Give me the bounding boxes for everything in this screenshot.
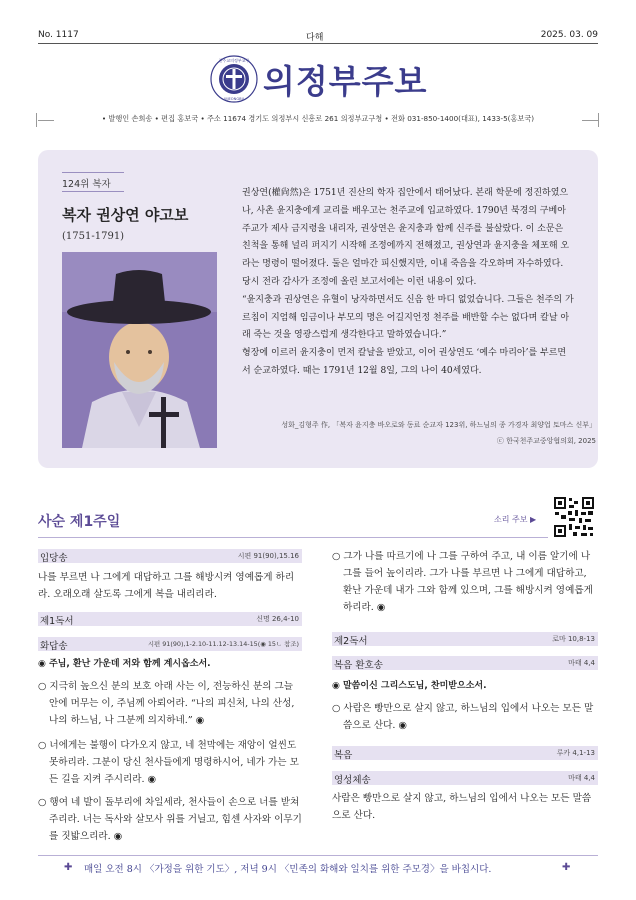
liturgy-title-rule (38, 537, 548, 538)
issue-date: 2025. 03. 09 (540, 30, 598, 40)
entrance-antiphon-bar (38, 549, 302, 563)
biography-paragraph-2: “윤지충과 권상연은 유혈이 낭자하면서도 신음 한 마디 없었습니다. 그들은 천주의 가르침이 지엄해 임금이나 부모의 명은 어길지언정 천주를 배반할 수는 없다며 칼날 아래 죽는 것을 영광스럽게 생각한다고 말하였습니다.” (242, 294, 574, 341)
communion-antiphon-ref: 마태 4,4 (568, 774, 595, 782)
biography-paragraph-3: 형장에 이르러 윤지충이 먼저 칼날을 받았고, 이어 권상연도 ‘예수 마리아’를 부르면서 순교하였다. 때는 1791년 12월 8일, 그의 나이 40세였다. (242, 348, 567, 376)
psalm-label: 화답송 (40, 641, 68, 652)
footer-prayer-notice: 매일 오전 8시 〈가정을 위한 기도〉, 저녁 9시 〈민족의 화해와 일치를 위한 주모경〉을 바칩시다. (84, 864, 492, 875)
acclamation-verse: ○ 사람은 빵만으로 살지 않고, 하느님의 입에서 나오는 모든 말씀으로 산다. ◉ (332, 703, 594, 731)
badge-rule-bottom (62, 191, 124, 192)
psalm-verse-4: ○ 그가 나를 따르기에 나 그를 구하여 주고, 내 이름 알기에 나 그를 들어 높이리라. 그가 나를 부르면 나 그에게 대답하고, 환난 가운데 내가 그와 함께 있으며, 그를 해방시켜 영예롭게 하리라. ◉ (332, 551, 593, 613)
communion-antiphon-text: 사람은 빵만으로 살지 않고, 하느님의 입에서 나오는 모든 말씀으로 산다. (332, 793, 592, 821)
saint-biography (242, 185, 574, 381)
gospel-acclamation-ref: 마태 4,4 (568, 659, 595, 667)
svg-text:천주교의정부교구: 천주교의정부교구 (218, 58, 250, 63)
psalm-verse-1: ○ 지극히 높으신 분의 보호 아래 사는 이, 전능하신 분의 그늘 안에 머무는 이, 주님께 아뢰어라. “나의 피신처, 나의 산성, 나의 하느님, 나 그분께 의지하네.” ◉ (38, 681, 295, 726)
gospel-bar (332, 746, 598, 760)
publisher-info: • 발행인 손희송 • 편집 홍보국 • 주소 11674 경기도 의정부시 신흥로 261 의정부교구청 • 전화 031-850-1400(대표), 1433-5(홍보국) (54, 114, 582, 124)
diocese-seal-icon (210, 55, 258, 103)
gospel-ref: 루카 4,1-13 (556, 749, 595, 757)
communion-antiphon-label: 영성체송 (334, 775, 371, 786)
newsletter-title: 의정부주보 (263, 62, 428, 101)
header-rule (38, 43, 598, 44)
info-rule-left-cap (36, 113, 37, 127)
audio-bulletin-link[interactable]: 소리 주보 ▶ (494, 515, 537, 524)
saint-years: (1751-1791) (62, 231, 125, 242)
psalm-ref: 시편 91(90),1-2.10-11.12-13.14-15(◉ 15ㄴ 참조) (147, 640, 299, 648)
gospel-acclamation-bar (332, 656, 598, 670)
entrance-antiphon-ref: 시편 91(90),15.16 (237, 552, 299, 560)
psalm-bar (38, 637, 302, 651)
badge-rule (62, 172, 124, 173)
issue-number: No. 1117 (38, 30, 79, 40)
psalm-verse-2: ○ 너에게는 불행이 다가오지 않고, 네 천막에는 재앙이 얼씬도 못하리라. 그분이 당신 천사들에게 명령하시어, 네가 가는 모든 길을 지켜 주시리라. ◉ (38, 740, 299, 785)
saint-badge: 124위 복자 (62, 179, 111, 190)
first-reading-bar (38, 612, 302, 626)
saint-name: 복자 권상연 야고보 (62, 206, 189, 224)
biography-paragraph-1: 권상연(權尙然)은 1751년 진산의 학자 집안에서 태어났다. 본래 학문에 정진하였으나, 사촌 윤지충에게 교리를 배우고는 천주교에 입교하였다. 1790년 북경의 구베아 주교가 제사 금지령을 내리자, 권상연은 윤지충과 함께 신주를 불살랐다. 이 소문은 친척을 통해 널리 퍼지기 시작해 조정에까지 전해졌고, 권상연과 윤지충을 체포해 오라는 명령이 떨어졌다. 둘은 얼마간 피신했지만, 이내 죽음을 각오하며 자수하였다. 당시 전라 감사가 조정에 올린 보고서에는 이런 내용이 있다. (242, 188, 570, 287)
first-reading-ref: 신명 26,4-10 (256, 615, 299, 623)
communion-antiphon-bar (332, 771, 598, 785)
psalm-verse-3: ○ 행여 네 발이 돌부리에 차일세라, 천사들이 손으로 너를 받쳐 주리라. 너는 독사와 살모사 위를 거닐고, 힘센 사자와 이무기를 짓밟으리라. ◉ (38, 797, 302, 842)
footer-rule (38, 855, 598, 856)
liturgical-year: 다해 (306, 33, 324, 43)
footer-cross-icon-right: ✚ (562, 862, 571, 873)
info-rule-right-cap (598, 113, 599, 127)
psalm-response: ◉ 주님, 환난 가운데 저와 함께 계시옵소서. (38, 659, 211, 669)
acclamation-response: ◉ 말씀이신 그리스도님, 찬미받으소서. (332, 681, 487, 691)
gospel-label: 복음 (334, 750, 353, 761)
first-reading-label: 제1독서 (40, 616, 74, 627)
gospel-acclamation-label: 복음 환호송 (334, 660, 383, 671)
entrance-antiphon-label: 입당송 (40, 553, 68, 564)
second-reading-ref: 로마 10,8-13 (552, 635, 595, 643)
artwork-copyright: ⓒ 한국천주교중앙협의회, 2025 (496, 437, 596, 445)
second-reading-bar (332, 632, 598, 646)
liturgy-title: 사순 제1주일 (38, 514, 121, 530)
footer-cross-icon: ✚ (64, 862, 73, 873)
svg-text:UIJEONGBU: UIJEONGBU (223, 97, 245, 101)
second-reading-label: 제2독서 (334, 636, 368, 647)
qr-code[interactable] (553, 496, 595, 538)
artwork-credit: 성화_김형주 作, 「복자 윤지충 바오로와 동료 순교자 123위, 하느님의 종 가경자 최양업 토마스 신부」 (281, 421, 596, 429)
saint-portrait (62, 252, 217, 448)
entrance-antiphon-text: 나를 부르면 나 그에게 대답하고 그를 해방시켜 영예롭게 하리라. 오래오래 살도록 그에게 복을 내리리라. (38, 572, 295, 600)
